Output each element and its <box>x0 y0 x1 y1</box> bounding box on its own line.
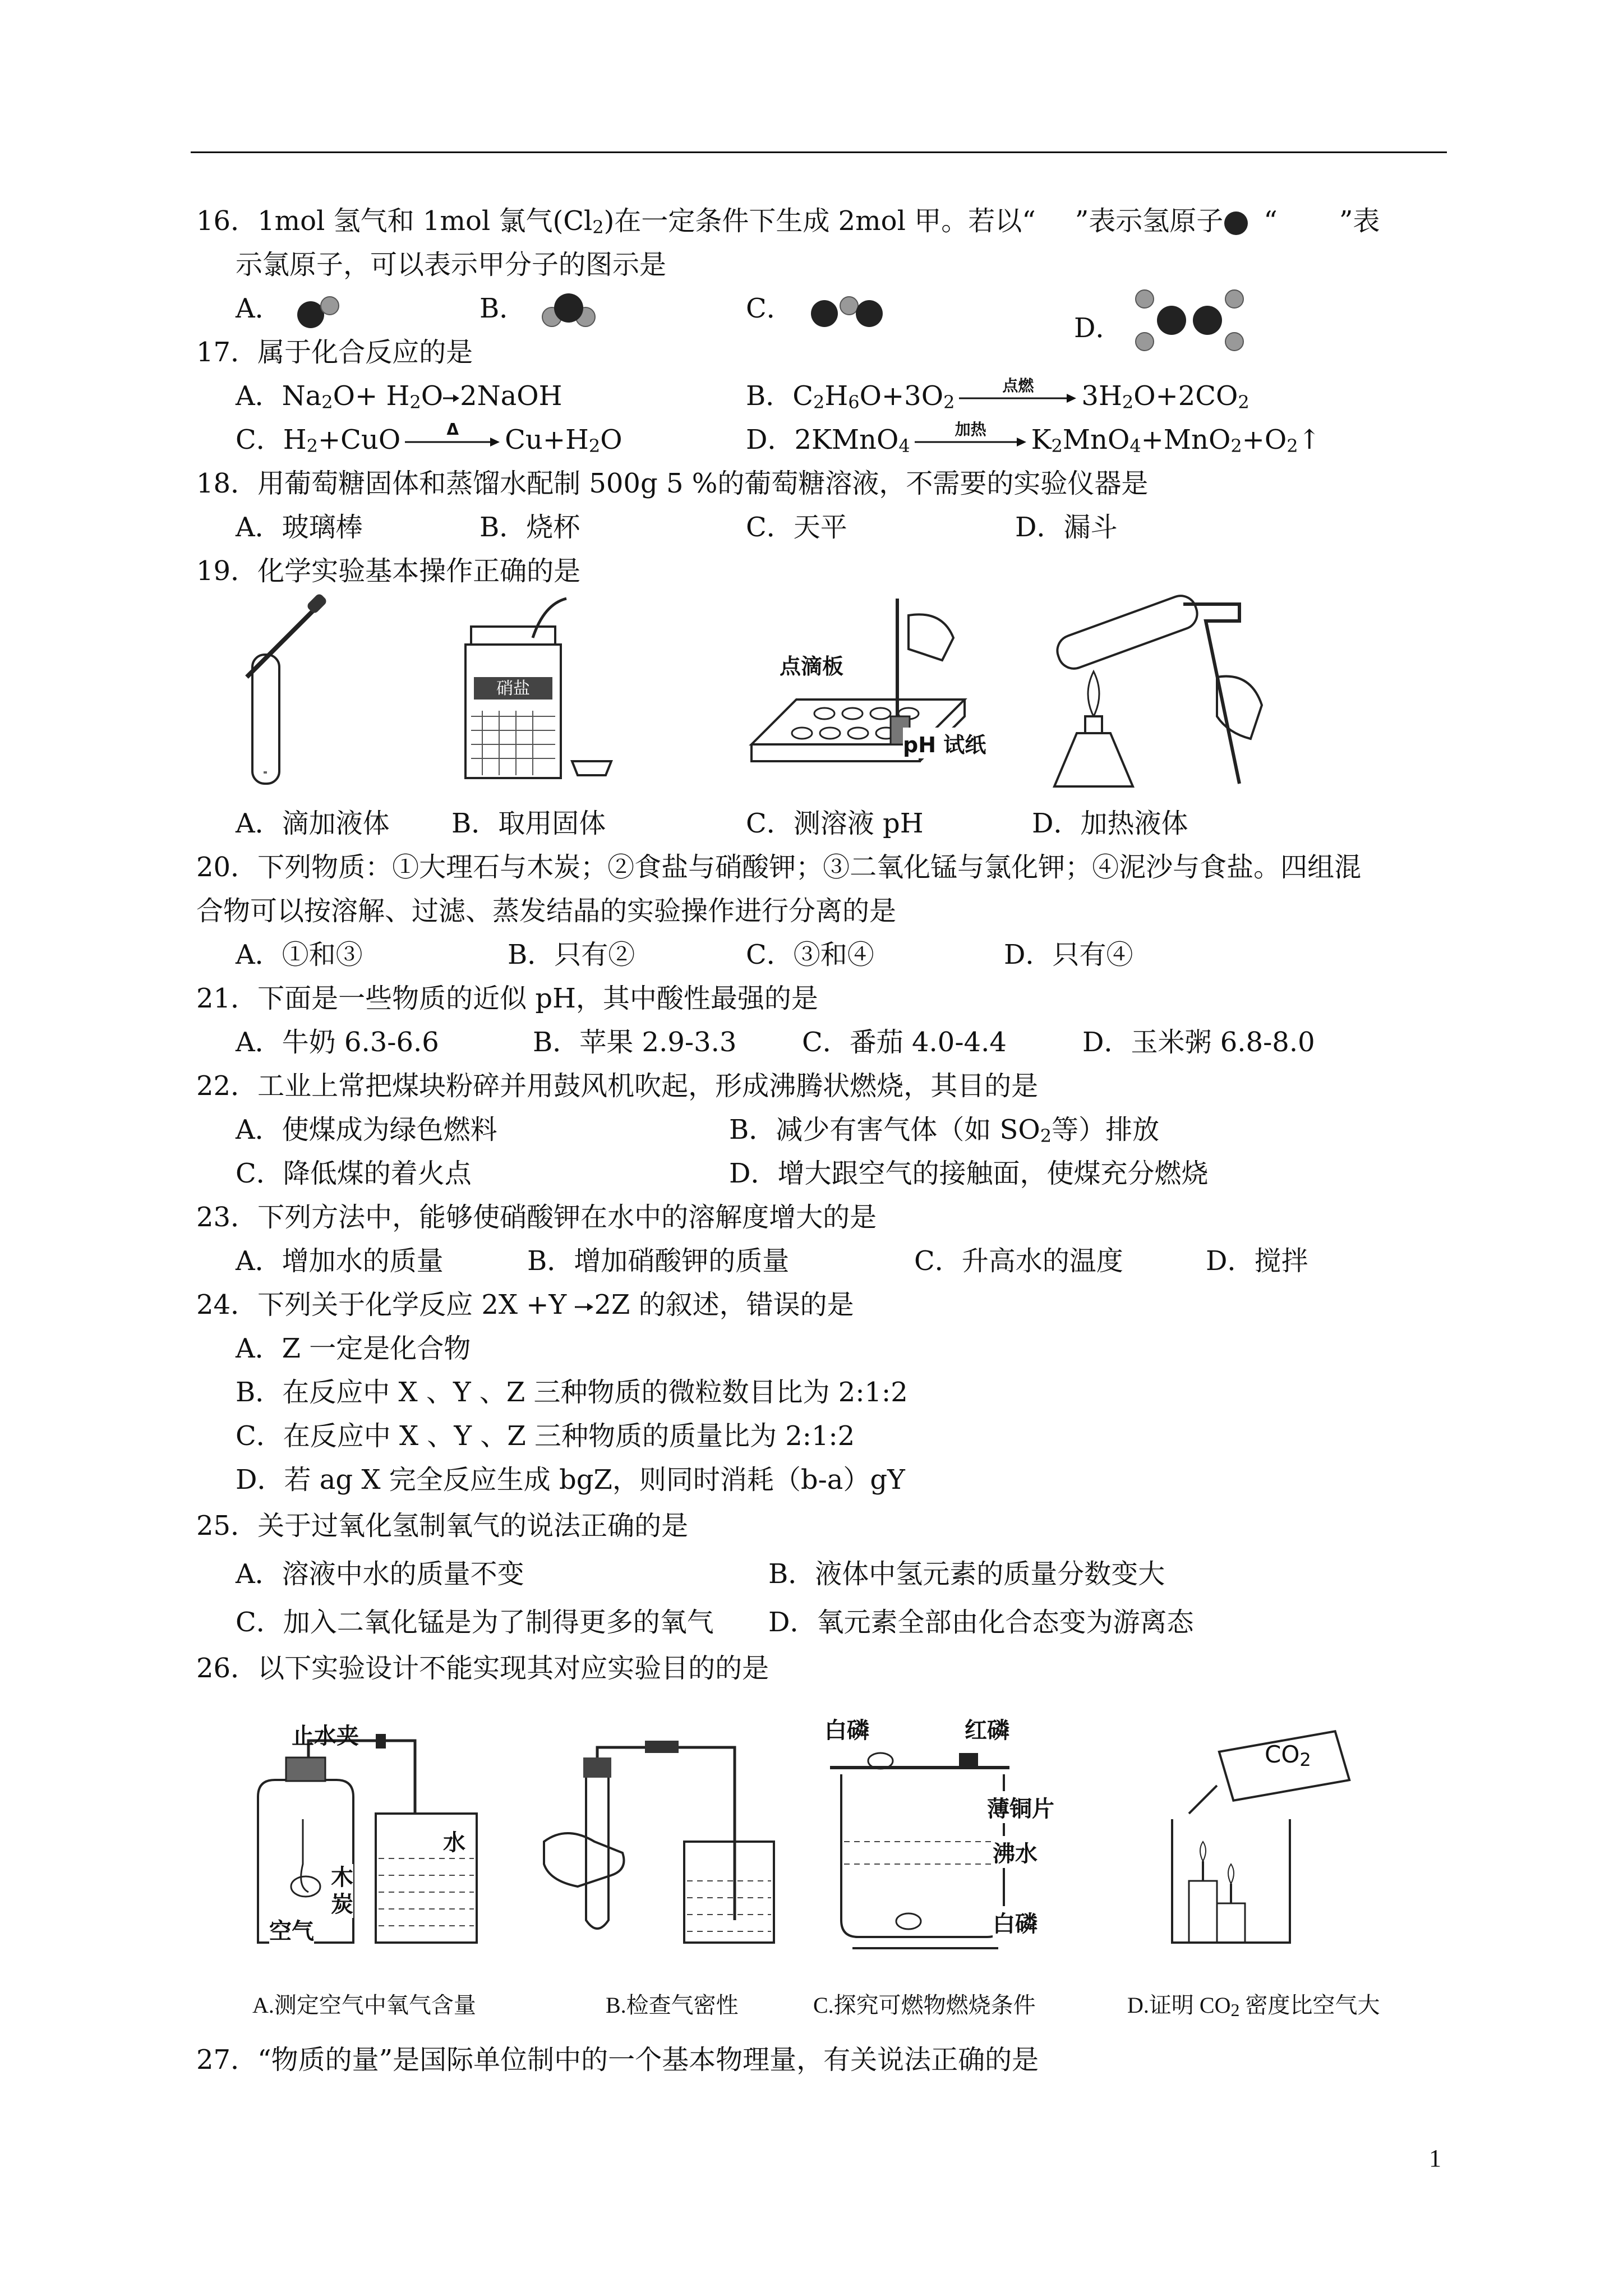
molecule-a-icon <box>291 291 352 330</box>
ph-test-figure <box>740 593 1021 795</box>
combustion-figure <box>819 1713 1110 1959</box>
q23-options: A．增加水的质量 B．增加硝酸钾的质量 C．升高水的温度 D．搅拌 <box>236 1245 1308 1277</box>
q16-stem-line2: 示氯原子，可以表示甲分子的图示是 <box>236 249 667 280</box>
q25-options-row2: C．加入二氧化锰是为了制得更多的氧气 D．氧元素全部由化合态变为游离态 <box>236 1607 1194 1638</box>
q17-option-b: B．$C_2H_6O+3O_2$ 点燃 $3H_2O+2CO_2$ <box>746 376 1249 413</box>
q18-stem: 18．用葡萄糖固体和蒸馏水配制 500g 5 %的葡萄糖溶液，不需要的实验仪器是 <box>196 468 1149 499</box>
q24-option-a: A．Z 一定是化合物 <box>236 1333 471 1364</box>
q17-option-a: A．$Na_2O+ H_2O$ 2NaOH <box>236 380 562 413</box>
q20-stem-line2: 合物可以按溶解、过滤、蒸发结晶的实验操作进行分离的是 <box>196 895 897 927</box>
heating-arrow: 加热 <box>915 436 1027 448</box>
q17-options-row2 <box>196 418 1447 462</box>
q27-stem: 27．“物质的量”是国际单位制中的一个基本物理量，有关说法正确的是 <box>196 2044 1039 2076</box>
q16-options: A． B． C． D． <box>196 287 1447 330</box>
q24-option-c: C．在反应中 X 、Y 、Z 三种物质的质量比为 2:1:2 <box>236 1420 855 1452</box>
co2-bottle-label: $CO_2$ <box>1265 1741 1311 1770</box>
airtightness-figure <box>533 1741 780 1954</box>
q17-option-c: C．$H_2+CuO$ Δ $Cu+H_2O$ <box>236 420 623 457</box>
q18-options: A．玻璃棒 B．烧杯 C．天平 D．漏斗 <box>236 512 1118 543</box>
q22-options-row1: A．使煤成为绿色燃料 B．减少有害气体（如 $SO_2$等）排放 <box>236 1114 1160 1147</box>
q19-figures <box>196 593 1447 802</box>
q25-options-row1: A．溶液中水的质量不变 B．液体中氢元素的质量分数变大 <box>236 1558 1165 1590</box>
right-arrow-icon <box>443 393 460 404</box>
q20-stem: 20．下列物质：①大理石与木炭；②食盐与硝酸钾；③二氧化锰与氯化钾；④泥沙与食盐。四组混 <box>196 852 1362 883</box>
q17-option-d: D．2KMnO$_4$ 加热 $K_2MnO_4+MnO_2+O_2↑$ <box>746 420 1321 457</box>
oxygen-content-figure <box>252 1718 488 1954</box>
q20-options: A．①和③ B．只有② C．③和④ D．只有④ <box>236 939 1133 970</box>
right-arrow-icon <box>575 1301 594 1313</box>
q21-stem: 21．下面是一些物质的近似 pH，其中酸性最强的是 <box>196 983 818 1014</box>
q19-stem: 19．化学实验基本操作正确的是 <box>196 555 581 587</box>
white-phosphorus-bottom-label: 白磷 <box>993 1906 1038 1938</box>
dropper-testtube-figure <box>236 593 336 795</box>
q26-captions: A.测定空气中氧气含量 B.检查气密性 C.探究可燃物燃烧条件 D.证明 $CO_2$ 密度比空气大 <box>252 1993 1380 2020</box>
q24-stem: 24．下列关于化学反应 2X +Y 2Z 的叙述，错误的是 <box>196 1289 854 1320</box>
red-phosphorus-label: 红磷 <box>965 1718 1009 1743</box>
hydrogen-atom-icon <box>1223 210 1249 236</box>
page-number: 1 <box>1429 2145 1441 2172</box>
molecule-b-icon <box>535 291 602 330</box>
q22-stem: 22．工业上常把煤块粉碎并用鼓风机吹起，形成沸腾状燃烧，其目的是 <box>196 1070 1039 1102</box>
spot-plate-label: 点滴板 <box>780 654 844 679</box>
water-label: 水 <box>443 1825 465 1857</box>
air-label: 空气 <box>269 1913 314 1945</box>
q24-option-d: D．若 ag X 完全反应生成 bgZ，则同时消耗（b-a）gY <box>236 1464 905 1496</box>
q22-options-row2: C．降低煤的着火点 D．增大跟空气的接触面，使煤充分燃烧 <box>236 1158 1209 1189</box>
q21-options: A．牛奶 6.3-6.6 B．苹果 2.9-3.3 C．番茄 4.0-4.4 D．玉米粥 6.8-8.0 <box>236 1027 1315 1058</box>
q25-stem: 25．关于过氧化氢制氧气的说法正确的是 <box>196 1510 689 1542</box>
exam-page <box>196 199 1447 2082</box>
q19-options: A．滴加液体 B．取用固体 C．测溶液 pH D．加热液体 <box>236 808 1188 839</box>
co2-density-figure <box>1155 1724 1391 1959</box>
header-rule <box>191 151 1447 153</box>
jar-label: 硝盐 <box>496 679 530 698</box>
water-clamp-label: 止水夹 <box>292 1723 359 1749</box>
boiling-water-label: 沸水 <box>993 1836 1038 1868</box>
q24-option-b: B．在反应中 X 、Y 、Z 三种物质的微粒数目比为 2:1:2 <box>236 1377 908 1408</box>
ph-paper-label: pH 试纸 <box>903 728 986 758</box>
heating-liquid-figure <box>1038 593 1273 795</box>
white-phosphorus-label: 白磷 <box>824 1718 869 1743</box>
molecule-c-icon <box>802 291 897 330</box>
q17-options-row1 <box>196 374 1447 418</box>
q17-stem: 17．属于化合反应的是 <box>196 337 473 368</box>
q16-stem: 16．1mol 氢气和 1mol 氯气$(Cl_2)$在一定条件下生成 2mol 甲。若以“ ”表示氢原子 “ ”表 <box>196 205 1380 238</box>
copper-sheet-label: 薄铜片 <box>987 1791 1054 1823</box>
ignite-arrow: 点燃 <box>959 392 1077 404</box>
q23-stem: 23．下列方法中，能够使硝酸钾在水中的溶解度增大的是 <box>196 1202 877 1233</box>
solid-jar-figure <box>449 593 617 795</box>
q26-figures <box>196 1690 1447 1982</box>
q26-stem: 26．以下实验设计不能实现其对应实验目的的是 <box>196 1653 769 1684</box>
heat-arrow: Δ <box>405 436 500 448</box>
charcoal-label: 木 炭 <box>331 1865 353 1917</box>
